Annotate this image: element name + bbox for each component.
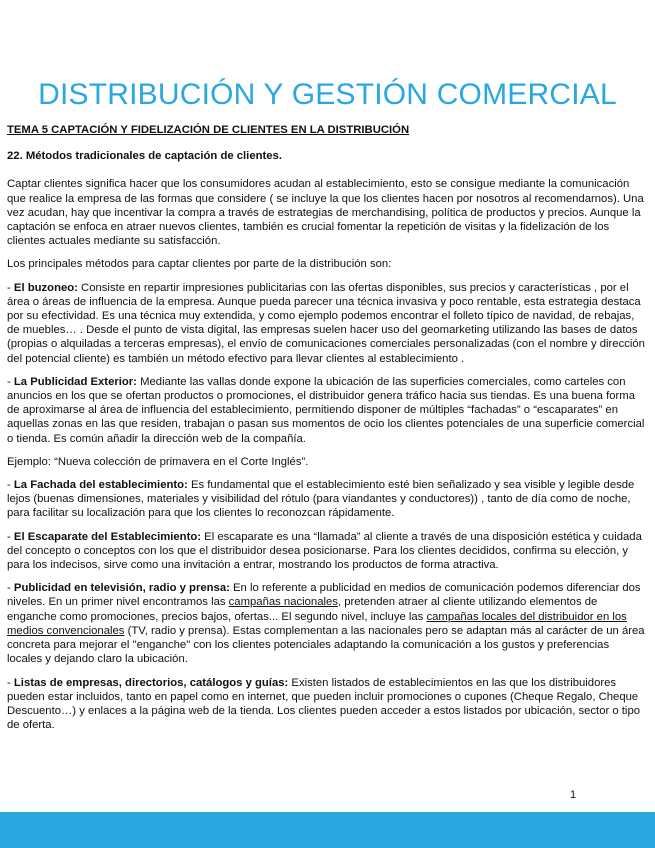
- ejemplo-paragraph: Ejemplo: “Nueva colección de primavera en el Corte Inglés”.: [7, 455, 309, 468]
- campanas-nacionales-text: campañas nacionales: [228, 596, 338, 609]
- methods-intro: Los principales métodos para captar clientes por parte de la distribución son:: [7, 258, 392, 271]
- topic-heading: TEMA 5 CAPTACIÓN Y FIDELIZACIÓN DE CLIENTES EN LA DISTRIBUCIÓN: [7, 124, 410, 136]
- fachada-label: La Fachada del establecimiento:: [13, 479, 188, 492]
- campanas-locales-text: campañas locales del distribuidor en los medios convencionales: [7, 610, 627, 637]
- listas-label: Listas de empresas, directorios, catálogos y guías:: [13, 676, 289, 689]
- page-number: 1: [570, 789, 577, 801]
- publicidad-tv-paragraph: - Publicidad en televisión, radio y prensa: En lo referente a publicidad en medios de comunicación podemos diferenciar dos niveles. En un primer nivel encontramos las campañas nacionales, pretenden atraer al cliente utilizando elementos de enganche como promociones, precios bajos, ofertas... El segundo nivel, incluye las campañas locales del distribuidor en los medios convencionales (TV, radio y prensa). Estas complementan a las nacionales pero se adaptan más al carácter de un área concreta para mejorar el "enganche" con los clientes potenciales adaptando la comunicación a los gustos y preferencias locales y dejando claro la ubicación.: [7, 582, 645, 666]
- publicidad-tv-label: Publicidad en televisión, radio y prensa:: [13, 582, 230, 595]
- escaparate-label: El Escaparate del Establecimiento:: [13, 530, 202, 543]
- listas-paragraph: - Listas de empresas, directorios, catálogos y guías: Existen listados de establecimientos en las que los distribuidores pueden estar incluidos, tanto en papel como en internet, que pueden incluir promociones o cupones (Cheque Regalo, Cheque Descuento…) y enlaces a la página web de la tienda. Los clientes pueden acceder a estos listados por ubicación, sector o tipo de oferta.: [7, 676, 641, 732]
- publicidad-exterior-label: La Publicidad Exterior:: [13, 375, 137, 388]
- footer-bar: [0, 812, 655, 848]
- escaparate-paragraph: - El Escaparate del Establecimiento: El escaparate es una “llamada” al cliente a través de una disposición estética y cuidada del concepto o conceptos con los que el distribuidor desea posicionarse. Para los clientes decididos, confirma su elección, y para los indecisos, sirve como una invitación a entrar, mostrando los productos de forma atractiva.: [7, 530, 642, 572]
- section-heading: 22. Métodos tradicionales de captación de clientes.: [7, 150, 282, 163]
- intro-paragraph: Captar clientes significa hacer que los consumidores acudan al establecimiento, esto se consigue mediante la comunicación que realice la empresa de las formas que considere ( se incluye la que los clientes hacen por nosotros al recomendarnos). Una vez acudan, hay que incentivar la compra a través de estrategias de merchandising, política de productos y precios. Aunque la captación se enfoca en atraer nuevos clientes, también es crucial fomentar la repetición de visitas y la fidelización de los clientes actuales mediante su satisfacción.: [7, 178, 644, 248]
- document-body: [7, 123, 647, 741]
- buzoneo-label: El buzoneo:: [13, 281, 78, 294]
- fachada-paragraph: - La Fachada del establecimiento: Es fundamental que el establecimiento esté bien señalizado y sea visible y legible desde lejos (buenas dimensiones, materiales y visibilidad del rótulo (para viandantes y conductores)) , tanto de día como de noche, para facilitar su localización para que los clientes lo reconozcan rápidamente.: [7, 479, 635, 520]
- page-title: DISTRIBUCIÓN Y GESTIÓN COMERCIAL: [38, 78, 617, 111]
- publicidad-exterior-paragraph: - La Publicidad Exterior: Mediante las vallas donde expone la ubicación de las superficies comerciales, como carteles con anuncios en los que se ofertan productos o promociones, el distribuidor genera tráfico hacia sus tiendas. Es una buena forma de aproximarse al área de influencia del establecimiento, permitiendo disponer de múltiples “fachadas” o “escaparates” en aquellas zonas en las que residen, trabajan o pasan sus momentos de ocio los clientes potenciales de una superficie comercial o tienda. Es común añadir la dirección web de la compañía.: [7, 375, 645, 445]
- buzoneo-paragraph: - El buzoneo: Consiste en repartir impresiones publicitarias con las ofertas disponibles, sus precios y características , por el área o áreas de influencia de la empresa. Aunque pueda parecer una técnica invasiva y poco rentable, esta estrategia destaca por su efectividad. Es una técnica muy extendida, y como ejemplo podemos encontrar el folleto típico de navidad, de rebajas, de muebles… . Desde el punto de vista digital, las empresas suelen hacer uso del geomarketing utilizando las bases de datos (propias o alquiladas a terceras empresas), el envío de comunicaciones comerciales personalizadas (con el nombre y dirección del potencial cliente) es también un método efectivo para llevar clientes al establecimiento .: [7, 281, 645, 365]
